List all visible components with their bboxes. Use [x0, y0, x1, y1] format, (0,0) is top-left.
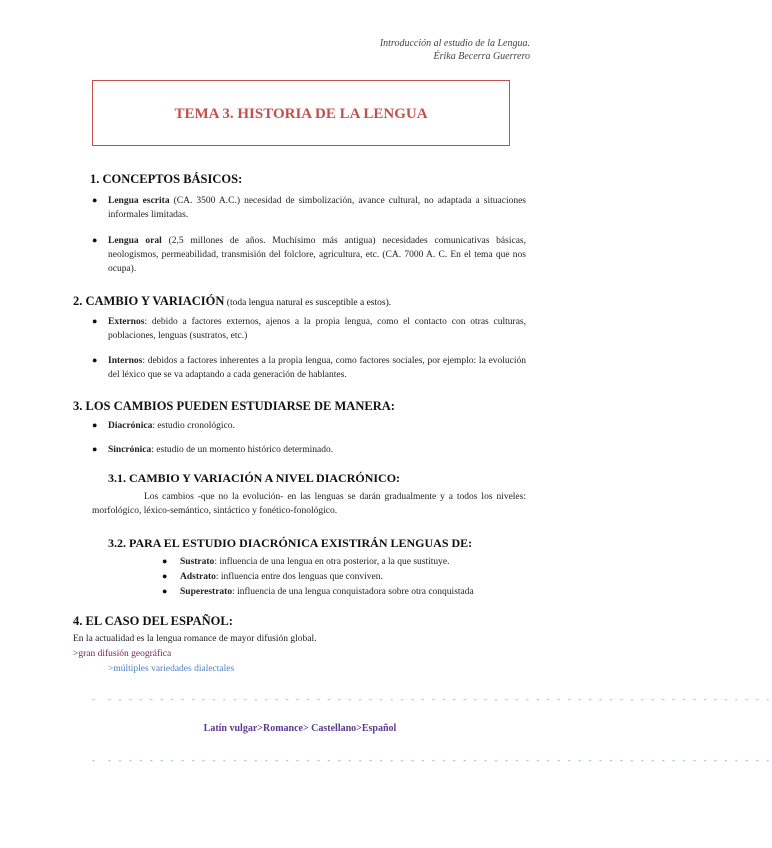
term: Adstrato	[180, 572, 216, 582]
bullet-icon: ●	[162, 571, 168, 581]
definition: : influencia de una lengua conquistadora sobre otra conquistada	[232, 587, 474, 597]
term: Diacrónica	[108, 421, 153, 431]
term: Lengua oral	[108, 236, 162, 246]
subsection-3-1-heading: 3.1. CAMBIO Y VARIACIÓN A NIVEL DIACRÓNICO:	[108, 471, 401, 485]
list-item	[180, 585, 540, 599]
list-item	[108, 443, 526, 457]
list-item	[108, 419, 526, 433]
section-4-text: En la actualidad es la lengua romance de mayor difusión global.	[73, 634, 317, 644]
list-item	[180, 555, 540, 569]
section-2-title: 2. CAMBIO Y VARIACIÓN	[73, 294, 225, 308]
evolution-chain: Latín vulgar>Romance> Castellano>Español	[203, 723, 397, 734]
term: Lengua escrita	[108, 196, 170, 206]
bullet-icon: ●	[92, 316, 98, 326]
list-item	[108, 194, 526, 222]
dashed-divider: - - - - - - - - - - - - - - - - - - - - - - - - - - - - - - - - - - - - - - - - - - - - - - - - - - - - - - - - - - - - - - - -	[108, 755, 772, 765]
definition: : estudio cronológico.	[152, 421, 235, 431]
dashed-divider: - - - - - - - - - - - - - - - - - - - - - - - - - - - - - - - - - - - - - - - - - - - - - - - - - - - - - - - - - - - - - - - -	[108, 694, 772, 704]
bullet-icon: ●	[92, 420, 98, 430]
section-1-heading: 1. CONCEPTOS BÁSICOS:	[90, 172, 243, 186]
header-author: Érika Becerra Guerrero	[433, 51, 530, 62]
subsection-3-2-heading: 3.2. PARA EL ESTUDIO DIACRÓNICA EXISTIRÁN LENGUAS DE:	[108, 536, 473, 550]
definition: (CA. 3500 A.C.) necesidad de simbolización, avance cultural, no adaptada a situaciones informales limitadas.	[108, 196, 526, 220]
definition: : debido a factores externos, ajenos a la propia lengua, como el contacto con otras culturas, poblaciones, lenguas (sustratos, etc.)	[108, 317, 526, 341]
term: Externos	[108, 317, 145, 327]
definition: : debidos a factores inherentes a la propia lengua, como factores sociales, por ejemplo: la evolución del léxico que se va adaptando a cada generación de hablantes.	[108, 356, 526, 380]
list-item	[108, 354, 526, 382]
dash-start: -	[92, 755, 98, 765]
definition: : influencia de una lengua en otra posterior, a la que sustituye.	[214, 557, 450, 567]
bullet-icon: ●	[162, 556, 168, 566]
section-2-heading	[73, 294, 391, 309]
list-item	[180, 570, 540, 584]
section-3-heading: 3. LOS CAMBIOS PUEDEN ESTUDIARSE DE MANERA:	[73, 399, 395, 413]
term: Sincrónica	[108, 445, 152, 455]
list-item	[108, 315, 526, 343]
definition: : influencia entre dos lenguas que conviven.	[215, 572, 383, 582]
definition: (2,5 millones de años. Muchísimo más antigua) necesidades comunicativas básicas, neologismos, permeabilidad, transmisión del folclore, agricultura, etc. (CA. 7000 A. C. En el tema que nos ocupa).	[108, 236, 526, 274]
dash-start: -	[92, 694, 98, 704]
bullet-icon: ●	[92, 355, 98, 365]
header-course: Introducción al estudio de la Lengua.	[379, 38, 530, 49]
bullet-icon: ●	[92, 195, 98, 205]
feature-geographic: >gran difusión geográfica	[73, 649, 172, 659]
bullet-icon: ●	[92, 444, 98, 454]
page-title: TEMA 3. HISTORIA DE LA LENGUA	[174, 106, 428, 122]
section-2-note: (toda lengua natural es susceptible a estos).	[224, 298, 392, 308]
term: Sustrato	[180, 557, 215, 567]
term: Superestrato	[180, 587, 233, 597]
bullet-icon: ●	[92, 235, 98, 245]
list-item	[108, 234, 526, 276]
feature-dialects: >múltiples variedades dialectales	[108, 664, 235, 674]
section-4-heading: 4. EL CASO DEL ESPAÑOL:	[73, 614, 233, 628]
definition: : estudio de un momento histórico determinado.	[151, 445, 334, 455]
term: Internos	[108, 356, 143, 366]
bullet-icon: ●	[162, 586, 168, 596]
subsection-3-1-text: Los cambios -que no la evolución- en las lenguas se darán gradualmente y a todos los niveles: morfológico, léxico-semántico, sintáctico y fonético-fonológico.	[92, 492, 526, 516]
